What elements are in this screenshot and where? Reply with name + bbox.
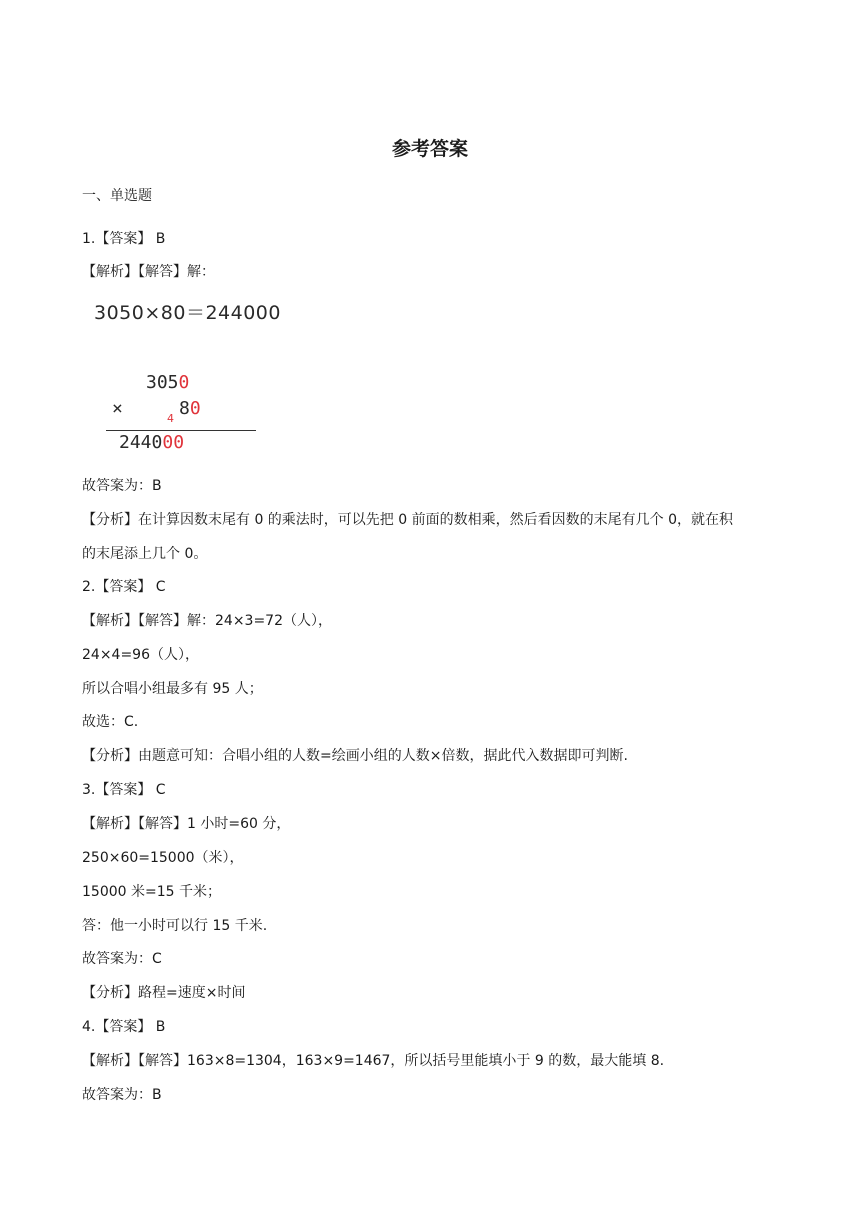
q2-note: 【分析】由题意可知：合唱小组的人数=绘画小组的人数×倍数，据此代入数据即可判断. xyxy=(82,748,628,764)
vm-times-sign: × xyxy=(112,398,123,419)
vm-row1-zero: 0 xyxy=(178,372,190,393)
q2-line3: 所以合唱小组最多有 95 人； xyxy=(82,681,263,697)
q3-note: 【分析】路程=速度×时间 xyxy=(82,985,246,1001)
vm-row1 xyxy=(146,372,189,394)
vm-result-zeros: 00 xyxy=(162,432,185,453)
q1-conclusion: 故答案为：B xyxy=(82,478,162,494)
vm-row2-zero: 0 xyxy=(189,398,201,419)
vm-result xyxy=(119,432,184,454)
vm-row2-digits: 8 xyxy=(179,398,190,419)
q2-answer: 2.【答案】 C xyxy=(82,579,166,595)
page-title: 参考答案 xyxy=(391,138,468,160)
q3-line4: 答：他一小时可以行 15 千米. xyxy=(82,918,268,934)
q4-conclusion: 故答案为：B xyxy=(82,1087,162,1103)
section-heading: 一、单选题 xyxy=(82,188,152,204)
q3-answer: 3.【答案】 C xyxy=(82,782,166,798)
q2-line1: 【解析】【解答】解：24×3=72（人）， xyxy=(82,613,332,629)
q3-line3: 15000 米=15 千米； xyxy=(82,884,221,900)
q1-answer: 1.【答案】 B xyxy=(82,231,166,247)
vm-row1-digits: 305 xyxy=(146,372,179,393)
q1-note-line2: 的末尾添上几个 0。 xyxy=(82,546,208,562)
q3-line2: 250×60=15000（米）， xyxy=(82,850,244,866)
q2-line4: 故选：C. xyxy=(82,714,139,730)
q3-line1: 【解析】【解答】1 小时=60 分， xyxy=(82,816,291,832)
q4-answer: 4.【答案】 B xyxy=(82,1019,166,1035)
q4-line1: 【解析】【解答】163×8=1304，163×9=1467，所以括号里能填小于 9 的数，最大能填 8. xyxy=(82,1053,665,1069)
q3-conclusion: 故答案为：C xyxy=(82,951,162,967)
vm-row2 xyxy=(179,398,201,420)
q1-equation-figure: 3050×80＝244000 xyxy=(94,302,281,324)
q1-note-line1: 【分析】在计算因数末尾有 0 的乘法时，可以先把 0 前面的数相乘，然后看因数的末尾有几个 0，就在积 xyxy=(82,512,733,528)
q1-analysis: 【解析】【解答】解： xyxy=(82,264,215,280)
vm-divider xyxy=(106,430,256,431)
vm-result-digits: 2440 xyxy=(119,432,163,453)
q2-line2: 24×4=96（人）， xyxy=(82,647,199,663)
vm-carry: 4 xyxy=(167,412,174,425)
